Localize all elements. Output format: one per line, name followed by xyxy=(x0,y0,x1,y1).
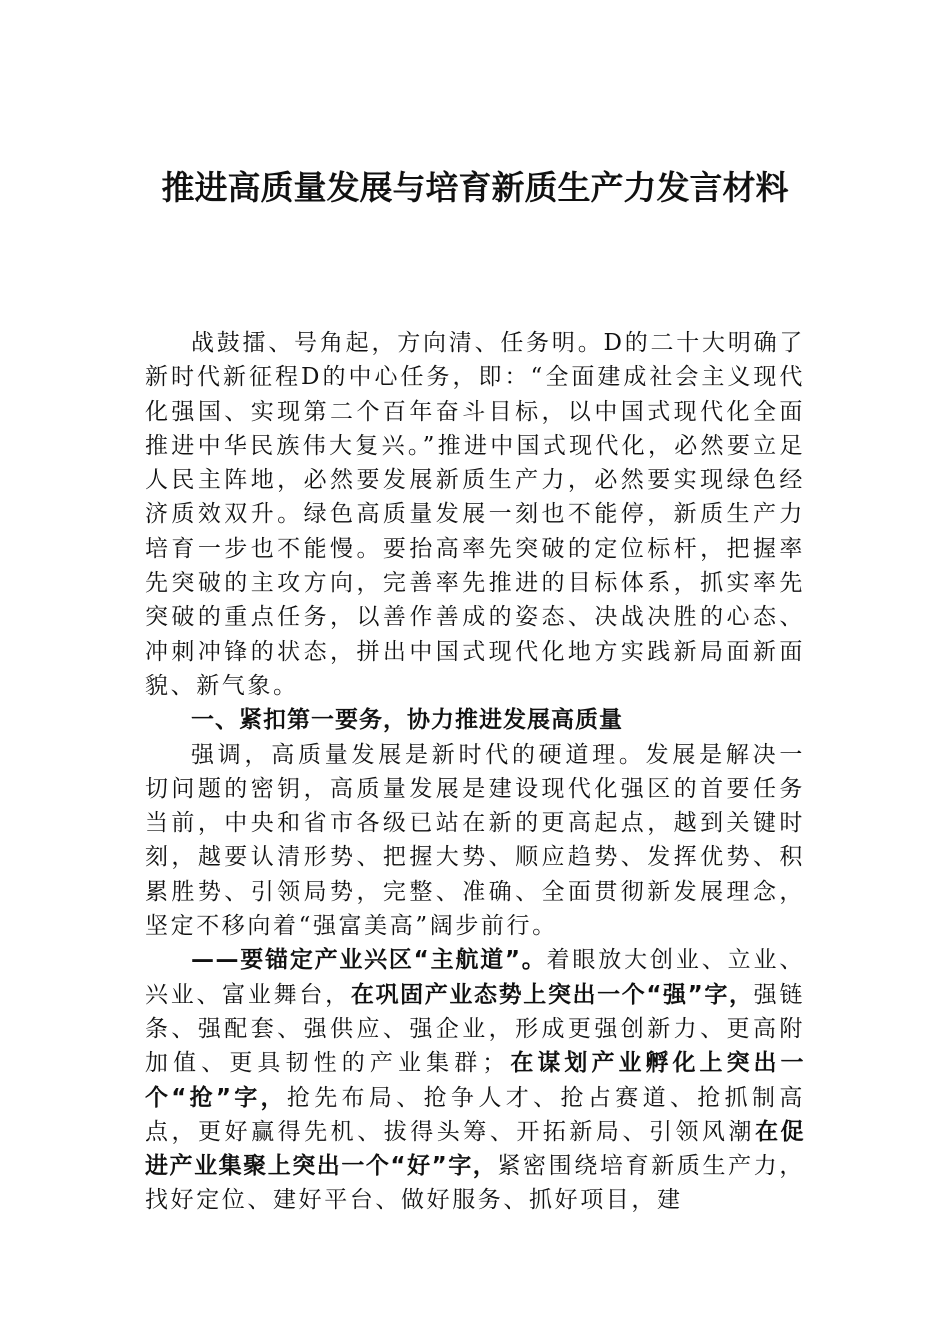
document-title: 推进高质量发展与培育新质生产力发言材料 xyxy=(161,168,789,207)
point-text-a: 着眼放大创业、立业、兴业、富业舞台， xyxy=(145,947,805,1008)
point-text-c: 抢先布局、抢争人才、抢占赛道、抢抓制高点，更好赢得先机、拔得头筹、开拓新局、引领风潮 xyxy=(145,1084,805,1145)
point-text-d: 紧密围绕培育新质生产力，找好定位、建好平台、做好服务、抓好项目，建 xyxy=(145,1153,806,1214)
point-lead-bold: ——要锚定产业兴区“主航道”。 xyxy=(191,947,547,974)
point-bold-a: 在巩固产业态势上突出一个“强”字， xyxy=(350,981,754,1008)
point-paragraph xyxy=(145,943,805,1217)
point-bold-c: 在促进产业集聚上突出一个“好”字， xyxy=(145,1118,806,1180)
section-paragraph: 强调，高质量发展是新时代的硬道理。发展是解决一切问题的密钥，高质量发展是建设现代化强区的首要任务当前，中央和省市各级已站在新的更高起点，越到关键时刻，越要认清形势、把握大势、顺应趋势、发挥优势、积累胜势、引领局势，完整、准确、全面贯彻新发展理念，坚定不移向着“强富美高”阔步前行。 xyxy=(145,741,805,940)
point-text-b: 强链条、强配套、强供应、强企业，形成更强创新力、更高附加值、更具韧性的产业集群； xyxy=(145,981,805,1077)
intro-paragraph: 战鼓擂、号角起，方向清、任务明。D的二十大明确了新时代新征程D的中心任务，即：“全面建成社会主义现代化强国、实现第二个百年奋斗目标，以中国式现代化全面推进中华民族伟大复兴。”推进中国式现代化，必然要立足人民主阵地，必然要发展新质生产力，必然要实现绿色经济质效双升。绿色高质量发展一刻也不能停，新质生产力培育一步也不能慢。要抬高率先突破的定位标杆，把握率先突破的主攻方向，完善率先推进的目标体系，抓实率先突破的重点任务，以善作善成的姿态、决战决胜的心态、冲刺冲锋的状态，拼出中国式现代化地方实践新局面新面貌、新气象。 xyxy=(145,330,805,699)
section-heading: 一、紧扣第一要务，协力推进发展高质量 xyxy=(191,707,623,734)
point-bold-b: 在谋划产业孵化上突出一个“抢”字， xyxy=(145,1050,805,1111)
document-body xyxy=(145,326,805,1218)
